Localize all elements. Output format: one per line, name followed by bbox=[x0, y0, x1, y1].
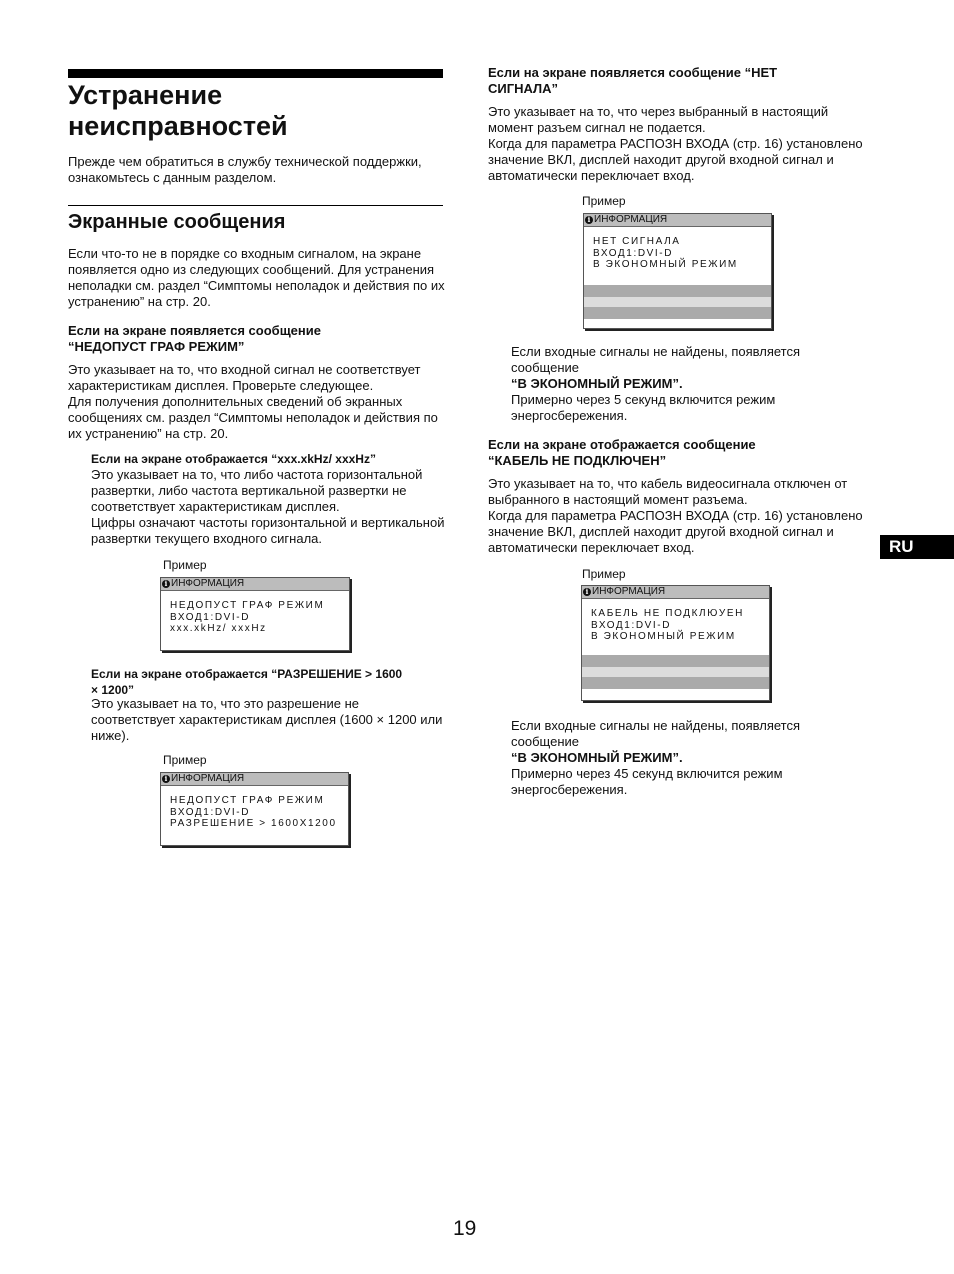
text-nedopust: Это указывает на то, что входной сигнал не соответствует характеристикам дисплея. Проверьте следующее. Для получения дополнительных сведений об экранных сообщениях см. раздел “Симптомы неполадок и действия по их устранению” на стр. 20. bbox=[68, 362, 438, 441]
osd-line: ВХОД1:DVI-D bbox=[170, 806, 251, 818]
osd-band bbox=[584, 297, 771, 307]
example-label: Пример bbox=[163, 558, 207, 572]
page-title-line2: неисправностей bbox=[68, 111, 288, 141]
osd-band bbox=[582, 655, 769, 667]
page-title-line1: Устранение bbox=[68, 80, 223, 110]
osd-header: i ИНФОРМАЦИЯ bbox=[161, 773, 348, 786]
osd-line: КАБЕЛЬ НЕ ПОДКЛЮУЕН bbox=[591, 608, 744, 619]
heading-cable: Если на экране отображается сообщение “КАБЕЛЬ НЕ ПОДКЛЮЧЕН” bbox=[488, 437, 756, 468]
section-title: Экранные сообщения bbox=[68, 211, 286, 233]
osd-band bbox=[582, 667, 769, 677]
info-icon: i bbox=[583, 588, 591, 596]
osd-line: xxx.xkHz/ xxxHz bbox=[170, 623, 267, 634]
info-icon: i bbox=[162, 580, 170, 588]
text-resolution: Это указывает на то, что это разрешение не соответствует характеристикам дисплея (1600 × 1200 или ниже). bbox=[91, 696, 443, 743]
osd-line: РАЗРЕШЕНИЕ > 1600X1200 bbox=[170, 818, 337, 829]
section-rule bbox=[68, 205, 443, 206]
osd-band bbox=[582, 677, 769, 689]
osd-header: i ИНФОРМАЦИЯ bbox=[584, 214, 771, 227]
section-intro: Если что-то не в порядке со входным сигналом, на экране появляется одно из следующих сообщений. Для устранения неполадки см. раздел “Симптомы неполадок и действия по их устранению” на стр. 20. bbox=[68, 246, 445, 309]
osd-example-no-signal bbox=[583, 213, 772, 329]
osd-band bbox=[584, 307, 771, 319]
example-label: Пример bbox=[582, 194, 626, 208]
osd-header: i ИНФОРМАЦИЯ bbox=[582, 586, 769, 599]
osd-example-nedopust bbox=[160, 577, 350, 651]
osd-line: ВХОД1:DVI-D bbox=[593, 247, 674, 259]
text-no-signal: Это указывает на то, что через выбранный в настоящий момент разъем сигнал не подается. Когда для параметра РАСПОЗН ВХОДА (стр. 16) установлено значение ВКЛ, дисплей находит другой входной сигнал и автоматически переключает вход. bbox=[488, 104, 863, 183]
osd-line: ВХОД1:DVI-D bbox=[591, 619, 672, 631]
osd-band bbox=[584, 285, 771, 297]
note-no-signal-b: “В ЭКОНОМНЫЙ РЕЖИМ”. bbox=[511, 376, 683, 391]
note-cable-b: “В ЭКОНОМНЫЙ РЕЖИМ”. bbox=[511, 750, 683, 765]
osd-line: В ЭКОНОМНЫЙ РЕЖИМ bbox=[593, 259, 738, 270]
heading-no-signal: Если на экране появляется сообщение “НЕТ СИГНАЛА” bbox=[488, 65, 778, 96]
heading-xxx: Если на экране отображается “xxx.xkHz/ xxxHz” bbox=[91, 452, 376, 466]
text-cable: Это указывает на то, что кабель видеосигнала отключен от выбранного в настоящий момент разъема. Когда для параметра РАСПОЗН ВХОДА (стр. 16) установлено значение ВКЛ, дисплей находит другой входной сигнал и автоматически переключает вход. bbox=[488, 476, 863, 555]
note-no-signal-c: Примерно через 5 секунд включится режим энергосбережения. bbox=[511, 392, 776, 423]
example-label: Пример bbox=[582, 567, 626, 581]
osd-line: НЕТ СИГНАЛА bbox=[593, 236, 681, 247]
note-no-signal-a: Если входные сигналы не найдены, появляется сообщение bbox=[511, 344, 801, 375]
osd-example-resolution bbox=[160, 772, 349, 846]
osd-line: НЕДОПУСТ ГРАФ РЕЖИМ bbox=[170, 795, 325, 806]
heading-nedopust: Если на экране появляется сообщение “НЕДОПУСТ ГРАФ РЕЖИМ” bbox=[68, 323, 321, 354]
osd-line: НЕДОПУСТ ГРАФ РЕЖИМ bbox=[170, 600, 325, 611]
info-icon: i bbox=[162, 775, 170, 783]
osd-line: ВХОД1:DVI-D bbox=[170, 611, 251, 623]
text-xxx: Это указывает на то, что либо частота горизонтальной развертки, либо частота вертикальной развертки не соответствует характеристикам дисплея. Цифры означают частоты горизонтальной и вертикальной развертки текущего входного сигнала. bbox=[91, 467, 445, 546]
page-title bbox=[68, 80, 448, 142]
osd-example-cable bbox=[581, 585, 770, 701]
language-tab: RU bbox=[880, 535, 954, 559]
osd-line: В ЭКОНОМНЫЙ РЕЖИМ bbox=[591, 631, 736, 642]
intro-text: Прежде чем обратиться в службу технической поддержки, ознакомьтесь с данным разделом. bbox=[68, 154, 422, 185]
osd-header: i ИНФОРМАЦИЯ bbox=[161, 578, 349, 591]
title-rule bbox=[68, 69, 443, 78]
example-label: Пример bbox=[163, 753, 207, 767]
note-cable-a: Если входные сигналы не найдены, появляется сообщение bbox=[511, 718, 801, 749]
page-number: 19 bbox=[453, 1217, 477, 1240]
heading-resolution: Если на экране отображается “РАЗРЕШЕНИЕ > 1600 × 1200” bbox=[91, 667, 403, 697]
info-icon: i bbox=[585, 216, 593, 224]
note-cable-c: Примерно через 45 секунд включится режим энергосбережения. bbox=[511, 766, 783, 797]
